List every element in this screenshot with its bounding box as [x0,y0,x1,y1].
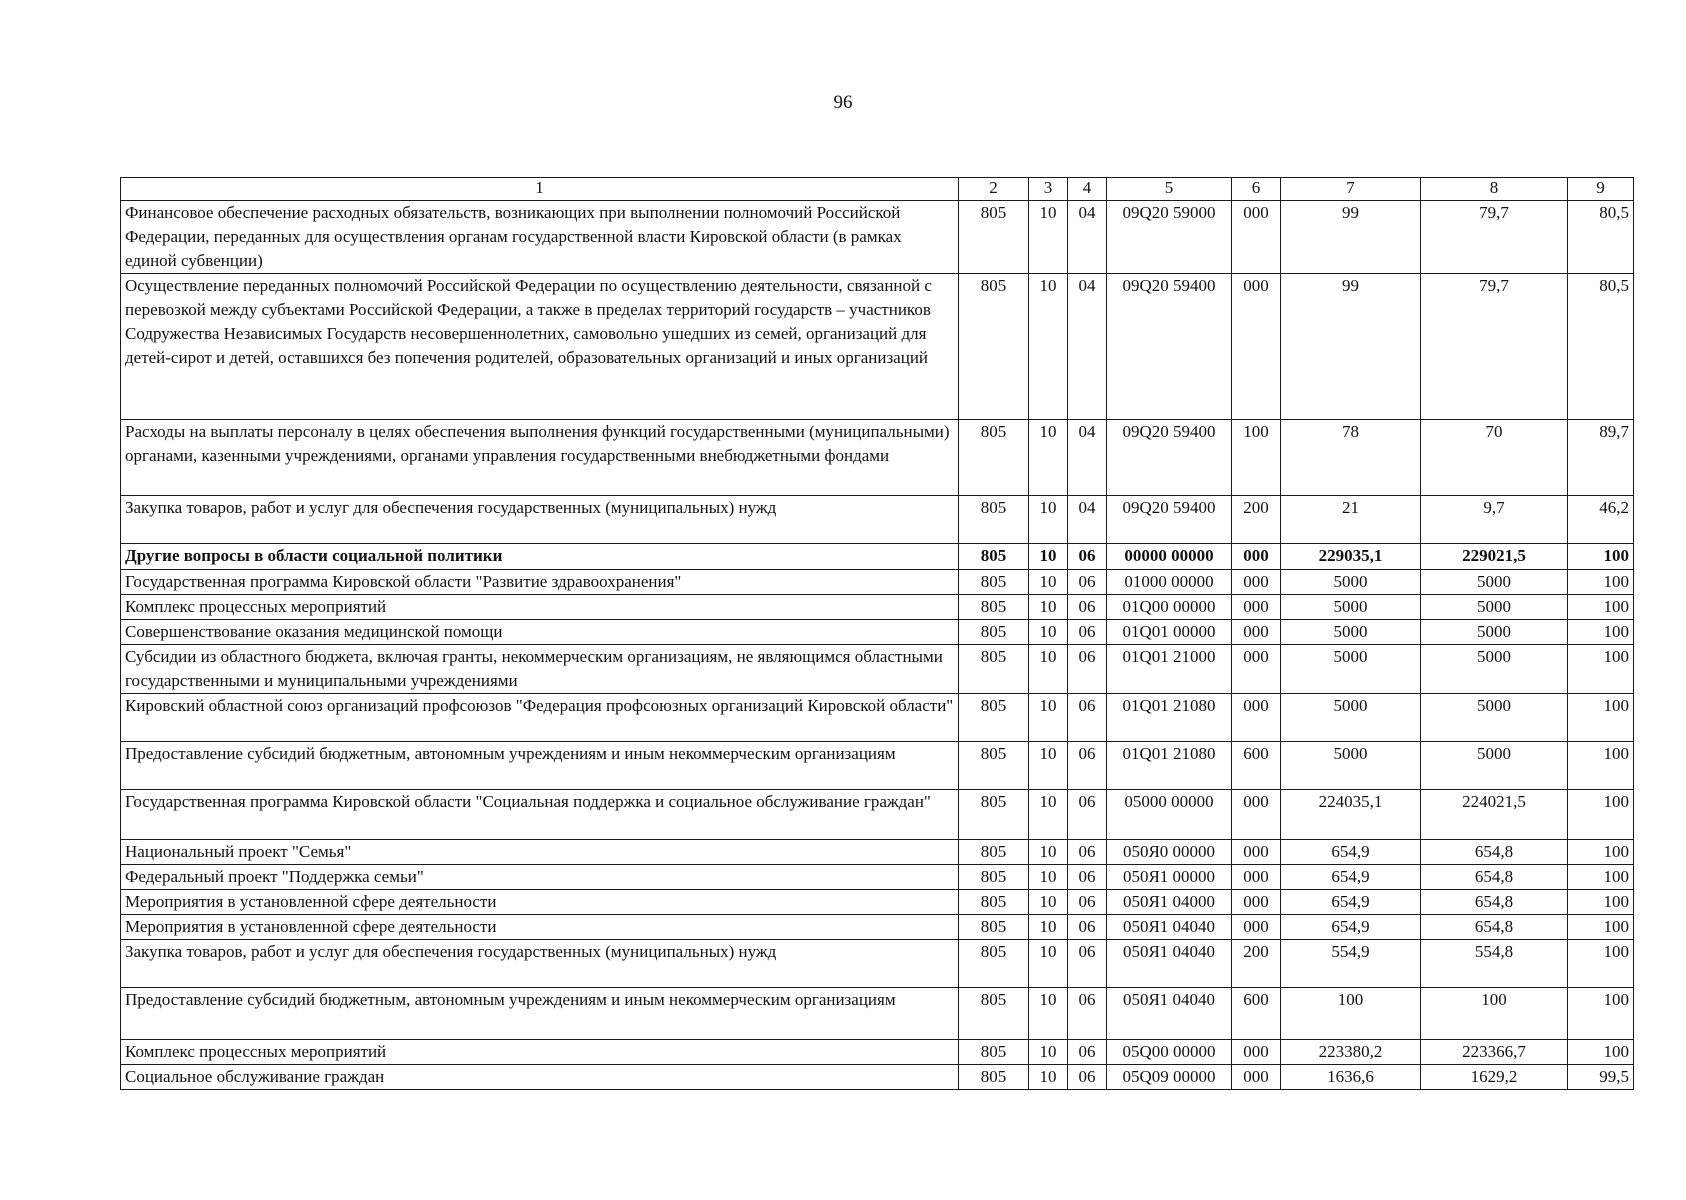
row-plan-cell: 654,9 [1281,890,1421,915]
row-fact-cell: 1629,2 [1421,1065,1568,1090]
budget-table [120,177,1634,1090]
row-code-cell: 805 [959,915,1029,940]
row-fact-cell: 224021,5 [1421,790,1568,840]
row-percent-cell: 99,5 [1568,1065,1634,1090]
row-fact-cell: 100 [1421,988,1568,1040]
row-plan-cell: 554,9 [1281,940,1421,988]
header-cell: 4 [1068,178,1107,201]
table-body [121,201,1634,1090]
row-plan-cell: 5000 [1281,645,1421,694]
header-cell: 1 [121,178,959,201]
row-section-cell: 10 [1029,890,1068,915]
row-section-cell: 10 [1029,694,1068,742]
row-name-cell: Комплекс процессных мероприятий [121,1040,959,1065]
row-subsection-cell: 06 [1068,620,1107,645]
row-plan-cell: 1636,6 [1281,1065,1421,1090]
row-subsection-cell: 06 [1068,840,1107,865]
row-target-cell: 01Q00 00000 [1107,595,1232,620]
table-row [121,940,1634,988]
row-code-cell: 805 [959,890,1029,915]
row-code-cell: 805 [959,790,1029,840]
table-row [121,620,1634,645]
row-subsection-cell: 06 [1068,742,1107,790]
row-name-cell: Мероприятия в установленной сфере деятельности [121,890,959,915]
row-target-cell: 01Q01 21080 [1107,694,1232,742]
table-row [121,274,1634,420]
table-row [121,865,1634,890]
row-code-cell: 805 [959,645,1029,694]
row-name-cell: Кировский областной союз организаций профсоюзов "Федерация профсоюзных организаций Кировской области" [121,694,959,742]
row-code-cell: 805 [959,570,1029,595]
row-type-cell: 600 [1232,988,1281,1040]
table-row [121,915,1634,940]
row-type-cell: 000 [1232,790,1281,840]
table-row [121,988,1634,1040]
row-fact-cell: 79,7 [1421,201,1568,274]
row-type-cell: 000 [1232,840,1281,865]
header-row [121,178,1634,201]
row-target-cell: 05Q09 00000 [1107,1065,1232,1090]
row-fact-cell: 70 [1421,420,1568,496]
row-subsection-cell: 04 [1068,274,1107,420]
row-plan-cell: 654,9 [1281,840,1421,865]
row-fact-cell: 554,8 [1421,940,1568,988]
row-section-cell: 10 [1029,940,1068,988]
row-plan-cell: 229035,1 [1281,544,1421,570]
table-row [121,645,1634,694]
row-code-cell: 805 [959,544,1029,570]
row-section-cell: 10 [1029,620,1068,645]
row-section-cell: 10 [1029,274,1068,420]
row-subsection-cell: 06 [1068,645,1107,694]
row-percent-cell: 100 [1568,890,1634,915]
table-row [121,890,1634,915]
row-percent-cell: 100 [1568,940,1634,988]
row-name-cell: Предоставление субсидий бюджетным, автономным учреждениям и иным некоммерческим организациям [121,742,959,790]
row-plan-cell: 99 [1281,274,1421,420]
row-code-cell: 805 [959,1040,1029,1065]
row-name-cell: Закупка товаров, работ и услуг для обеспечения государственных (муниципальных) нужд [121,940,959,988]
row-subsection-cell: 06 [1068,694,1107,742]
table-row [121,570,1634,595]
row-target-cell: 050Я1 00000 [1107,865,1232,890]
row-target-cell: 09Q20 59400 [1107,496,1232,544]
row-target-cell: 01Q01 21080 [1107,742,1232,790]
row-subsection-cell: 06 [1068,1040,1107,1065]
row-section-cell: 10 [1029,840,1068,865]
row-percent-cell: 100 [1568,840,1634,865]
row-section-cell: 10 [1029,742,1068,790]
row-section-cell: 10 [1029,496,1068,544]
table-row [121,742,1634,790]
row-name-cell: Расходы на выплаты персоналу в целях обеспечения выполнения функций государственными (муниципальными) органами, казенными учреждениями, органами управления государственными внебюджетными фондами [121,420,959,496]
row-percent-cell: 100 [1568,595,1634,620]
row-percent-cell: 100 [1568,645,1634,694]
row-code-cell: 805 [959,1065,1029,1090]
table-row [121,1065,1634,1090]
row-code-cell: 805 [959,496,1029,544]
table-row [121,840,1634,865]
row-name-cell: Другие вопросы в области социальной политики [121,544,959,570]
row-percent-cell: 100 [1568,742,1634,790]
row-code-cell: 805 [959,694,1029,742]
row-fact-cell: 9,7 [1421,496,1568,544]
row-subsection-cell: 06 [1068,890,1107,915]
row-plan-cell: 5000 [1281,570,1421,595]
row-type-cell: 000 [1232,865,1281,890]
row-fact-cell: 5000 [1421,694,1568,742]
row-name-cell: Государственная программа Кировской области "Развитие здравоохранения" [121,570,959,595]
row-plan-cell: 99 [1281,201,1421,274]
row-fact-cell: 5000 [1421,742,1568,790]
row-type-cell: 000 [1232,620,1281,645]
row-percent-cell: 100 [1568,620,1634,645]
row-target-cell: 050Я1 04040 [1107,915,1232,940]
row-plan-cell: 5000 [1281,620,1421,645]
row-subsection-cell: 06 [1068,988,1107,1040]
row-type-cell: 000 [1232,645,1281,694]
row-fact-cell: 5000 [1421,645,1568,694]
row-type-cell: 200 [1232,496,1281,544]
header-cell: 9 [1568,178,1634,201]
row-code-cell: 805 [959,274,1029,420]
table-row [121,496,1634,544]
row-subsection-cell: 06 [1068,1065,1107,1090]
row-type-cell: 000 [1232,274,1281,420]
row-subsection-cell: 06 [1068,595,1107,620]
row-fact-cell: 223366,7 [1421,1040,1568,1065]
header-cell: 5 [1107,178,1232,201]
row-type-cell: 000 [1232,1065,1281,1090]
row-section-cell: 10 [1029,865,1068,890]
row-target-cell: 01000 00000 [1107,570,1232,595]
row-subsection-cell: 06 [1068,915,1107,940]
row-section-cell: 10 [1029,544,1068,570]
row-target-cell: 050Я1 04040 [1107,940,1232,988]
row-percent-cell: 80,5 [1568,274,1634,420]
row-target-cell: 01Q01 00000 [1107,620,1232,645]
row-target-cell: 05Q00 00000 [1107,1040,1232,1065]
row-section-cell: 10 [1029,1040,1068,1065]
row-type-cell: 000 [1232,915,1281,940]
row-percent-cell: 100 [1568,865,1634,890]
row-type-cell: 200 [1232,940,1281,988]
row-plan-cell: 5000 [1281,595,1421,620]
row-percent-cell: 100 [1568,1040,1634,1065]
table-row [121,1040,1634,1065]
row-percent-cell: 100 [1568,570,1634,595]
row-subsection-cell: 06 [1068,790,1107,840]
row-plan-cell: 5000 [1281,742,1421,790]
row-fact-cell: 654,8 [1421,865,1568,890]
row-plan-cell: 224035,1 [1281,790,1421,840]
row-name-cell: Федеральный проект "Поддержка семьи" [121,865,959,890]
table-row [121,420,1634,496]
row-target-cell: 09Q20 59400 [1107,420,1232,496]
row-fact-cell: 79,7 [1421,274,1568,420]
row-target-cell: 050Я1 04040 [1107,988,1232,1040]
row-type-cell: 000 [1232,595,1281,620]
row-type-cell: 000 [1232,694,1281,742]
row-type-cell: 600 [1232,742,1281,790]
row-code-cell: 805 [959,865,1029,890]
row-percent-cell: 89,7 [1568,420,1634,496]
row-fact-cell: 5000 [1421,595,1568,620]
row-percent-cell: 100 [1568,544,1634,570]
row-name-cell: Осуществление переданных полномочий Российской Федерации по осуществлению деятельности, связанной с перевозкой между субъектами Российской Федерации, а также в пределах территорий государств – участников Содружества Независимых Государств несовершеннолетних, самовольно ушедших из семей, организаций для детей-сирот и детей, оставшихся без попечения родителей, образовательных организаций и иных организаций [121,274,959,420]
row-name-cell: Совершенствование оказания медицинской помощи [121,620,959,645]
row-percent-cell: 100 [1568,694,1634,742]
row-code-cell: 805 [959,420,1029,496]
header-cell: 2 [959,178,1029,201]
row-name-cell: Государственная программа Кировской области "Социальная поддержка и социальное обслуживание граждан" [121,790,959,840]
row-percent-cell: 100 [1568,915,1634,940]
row-percent-cell: 80,5 [1568,201,1634,274]
row-code-cell: 805 [959,988,1029,1040]
row-subsection-cell: 06 [1068,940,1107,988]
header-cell: 7 [1281,178,1421,201]
row-percent-cell: 46,2 [1568,496,1634,544]
row-name-cell: Мероприятия в установленной сфере деятельности [121,915,959,940]
page-number: 96 [833,92,853,113]
row-subsection-cell: 04 [1068,201,1107,274]
row-code-cell: 805 [959,940,1029,988]
header-cell: 3 [1029,178,1068,201]
table-row [121,694,1634,742]
row-fact-cell: 229021,5 [1421,544,1568,570]
row-section-cell: 10 [1029,915,1068,940]
row-type-cell: 000 [1232,1040,1281,1065]
row-target-cell: 05000 00000 [1107,790,1232,840]
row-target-cell: 00000 00000 [1107,544,1232,570]
row-type-cell: 000 [1232,890,1281,915]
row-plan-cell: 21 [1281,496,1421,544]
row-subsection-cell: 06 [1068,865,1107,890]
row-name-cell: Предоставление субсидий бюджетным, автономным учреждениям и иным некоммерческим организациям [121,988,959,1040]
row-section-cell: 10 [1029,570,1068,595]
table-row [121,595,1634,620]
table-row [121,790,1634,840]
row-plan-cell: 223380,2 [1281,1040,1421,1065]
row-plan-cell: 100 [1281,988,1421,1040]
row-name-cell: Финансовое обеспечение расходных обязательств, возникающих при выполнении полномочий Российской Федерации, переданных для осуществления органам государственной власти Кировской области (в рамках единой субвенции) [121,201,959,274]
row-plan-cell: 654,9 [1281,865,1421,890]
row-code-cell: 805 [959,595,1029,620]
row-type-cell: 000 [1232,201,1281,274]
row-target-cell: 09Q20 59000 [1107,201,1232,274]
row-plan-cell: 78 [1281,420,1421,496]
row-section-cell: 10 [1029,595,1068,620]
row-percent-cell: 100 [1568,790,1634,840]
table-row [121,544,1634,570]
row-section-cell: 10 [1029,201,1068,274]
row-subsection-cell: 04 [1068,496,1107,544]
row-section-cell: 10 [1029,790,1068,840]
row-type-cell: 100 [1232,420,1281,496]
row-subsection-cell: 06 [1068,570,1107,595]
row-code-cell: 805 [959,742,1029,790]
row-section-cell: 10 [1029,420,1068,496]
row-fact-cell: 5000 [1421,620,1568,645]
row-code-cell: 805 [959,620,1029,645]
row-fact-cell: 654,8 [1421,890,1568,915]
row-name-cell: Комплекс процессных мероприятий [121,595,959,620]
row-subsection-cell: 04 [1068,420,1107,496]
row-target-cell: 050Я1 04000 [1107,890,1232,915]
row-name-cell: Национальный проект "Семья" [121,840,959,865]
row-type-cell: 000 [1232,570,1281,595]
row-percent-cell: 100 [1568,988,1634,1040]
row-name-cell: Закупка товаров, работ и услуг для обеспечения государственных (муниципальных) нужд [121,496,959,544]
row-fact-cell: 654,8 [1421,840,1568,865]
row-target-cell: 01Q01 21000 [1107,645,1232,694]
row-target-cell: 050Я0 00000 [1107,840,1232,865]
row-section-cell: 10 [1029,1065,1068,1090]
row-plan-cell: 654,9 [1281,915,1421,940]
row-section-cell: 10 [1029,988,1068,1040]
row-fact-cell: 654,8 [1421,915,1568,940]
row-plan-cell: 5000 [1281,694,1421,742]
row-name-cell: Социальное обслуживание граждан [121,1065,959,1090]
row-code-cell: 805 [959,201,1029,274]
table-row [121,201,1634,274]
header-cell: 8 [1421,178,1568,201]
row-subsection-cell: 06 [1068,544,1107,570]
row-section-cell: 10 [1029,645,1068,694]
row-code-cell: 805 [959,840,1029,865]
row-target-cell: 09Q20 59400 [1107,274,1232,420]
header-cell: 6 [1232,178,1281,201]
row-type-cell: 000 [1232,544,1281,570]
row-name-cell: Субсидии из областного бюджета, включая гранты, некоммерческим организациям, не являющимся областными государственными и муниципальными учреждениями [121,645,959,694]
row-fact-cell: 5000 [1421,570,1568,595]
